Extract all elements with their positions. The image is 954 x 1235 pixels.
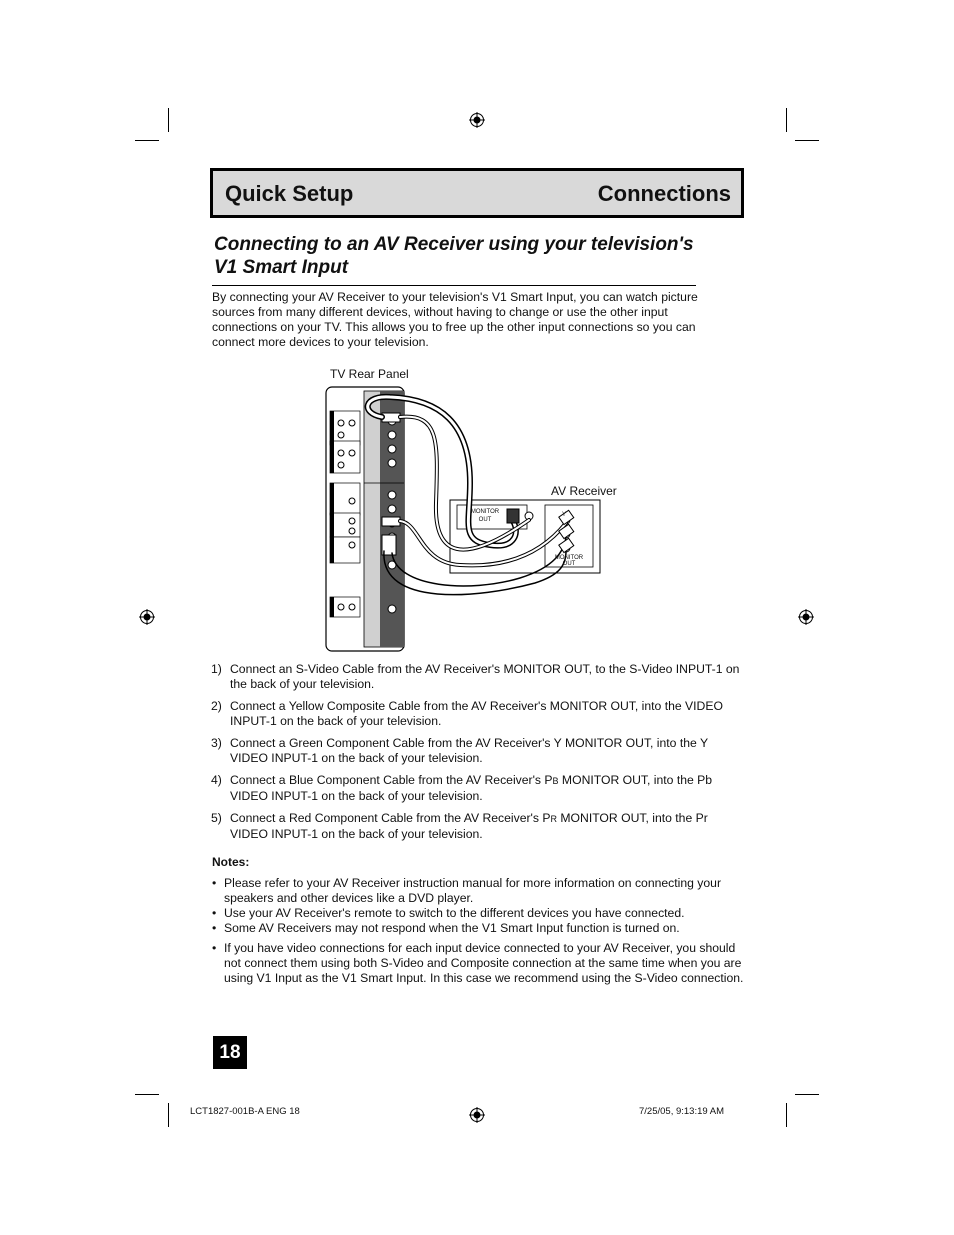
registration-mark-icon xyxy=(469,112,485,128)
step-text: Connect a Green Component Cable from the AV Receiver's Y MONITOR OUT, into the Y VIDEO INPUT-1 on the back of your television. xyxy=(230,736,708,765)
list-item xyxy=(212,876,747,906)
crop-mark xyxy=(168,1103,169,1127)
header-left-title: Quick Setup xyxy=(225,181,354,206)
step-number: 2) xyxy=(211,699,222,713)
list-item xyxy=(211,773,746,804)
registration-mark-icon xyxy=(798,609,814,625)
bullet: • xyxy=(212,906,217,920)
step-text: Connect a Yellow Composite Cable from the AV Receiver's MONITOR OUT, into the VIDEO INPUT-1 on the back of your television. xyxy=(230,699,723,728)
tv-rear-panel-label: TV Rear Panel xyxy=(330,367,409,381)
notes-list xyxy=(212,876,747,986)
crop-mark xyxy=(168,108,169,132)
notes-heading: Notes: xyxy=(212,855,250,869)
list-item xyxy=(211,699,746,729)
bullet: • xyxy=(212,876,217,890)
component-monitor-out-label: MONITOR OUT xyxy=(554,555,584,567)
y-label: Y xyxy=(562,512,567,518)
list-item xyxy=(211,662,746,692)
note-text: Use your AV Receiver's remote to switch to the different devices you have connected. xyxy=(224,906,685,920)
title-divider xyxy=(212,285,696,286)
crop-mark xyxy=(786,1103,787,1127)
page-header xyxy=(210,168,744,218)
note-text: If you have video connections for each input device connected to your AV Receiver, you should not connect them using both S-Video and Composite connection at the same time when you are using V1 Input as the V1 Smart Input. In this case we recommend using the S-Video connection. xyxy=(224,941,744,985)
step-text: Connect an S-Video Cable from the AV Receiver's MONITOR OUT, to the S-Video INPUT-1 on the back of your television. xyxy=(230,662,740,691)
step-text: Connect a Blue Component Cable from the AV Receiver's PB MONITOR OUT, into the Pb VIDEO INPUT-1 on the back of your television. xyxy=(230,773,713,803)
footer-timestamp: 7/25/05, 9:13:19 AM xyxy=(639,1106,725,1117)
crop-mark xyxy=(135,140,159,141)
page-number: 18 xyxy=(213,1036,247,1069)
crop-mark xyxy=(795,1094,819,1095)
step-number: 3) xyxy=(211,736,222,750)
note-text: Please refer to your AV Receiver instruction manual for more information on connecting your speakers and other devices like a DVD player. xyxy=(224,876,721,905)
list-item xyxy=(212,906,747,921)
list-item xyxy=(211,811,746,842)
registration-mark-icon xyxy=(139,609,155,625)
step-number: 4) xyxy=(211,773,222,787)
connection-diagram xyxy=(320,383,610,655)
step-number: 1) xyxy=(211,662,222,676)
step-text: Connect a Red Component Cable from the AV Receiver's PR MONITOR OUT, into the Pr VIDEO INPUT-1 on the back of your television. xyxy=(230,811,708,841)
note-text: Some AV Receivers may not respond when the V1 Smart Input function is turned on. xyxy=(224,921,680,935)
footer-job-id: LCT1827-001B-A ENG 18 xyxy=(190,1106,300,1117)
list-item xyxy=(211,736,746,766)
list-item xyxy=(212,941,747,986)
registration-mark-icon xyxy=(469,1107,485,1123)
header-right-title: Connections xyxy=(597,181,731,206)
intro-paragraph: By connecting your AV Receiver to your television's V1 Smart Input, you can watch picture sources from many different devices, without having to change or use the other input connections on your TV. This allows you to free up the other input connections so you can connect more devices to your television. xyxy=(212,290,698,349)
bullet: • xyxy=(212,921,217,935)
section-title: Connecting to an AV Receiver using your television's V1 Smart Input xyxy=(214,234,694,278)
steps-list xyxy=(211,662,746,849)
crop-mark xyxy=(786,108,787,132)
crop-mark xyxy=(795,140,819,141)
step-number: 5) xyxy=(211,811,222,825)
crop-mark xyxy=(135,1094,159,1095)
list-item xyxy=(212,921,747,936)
bullet: • xyxy=(212,941,217,955)
monitor-out-label: MONITOR OUT xyxy=(470,509,500,523)
av-receiver-label: AV Receiver xyxy=(551,484,617,498)
